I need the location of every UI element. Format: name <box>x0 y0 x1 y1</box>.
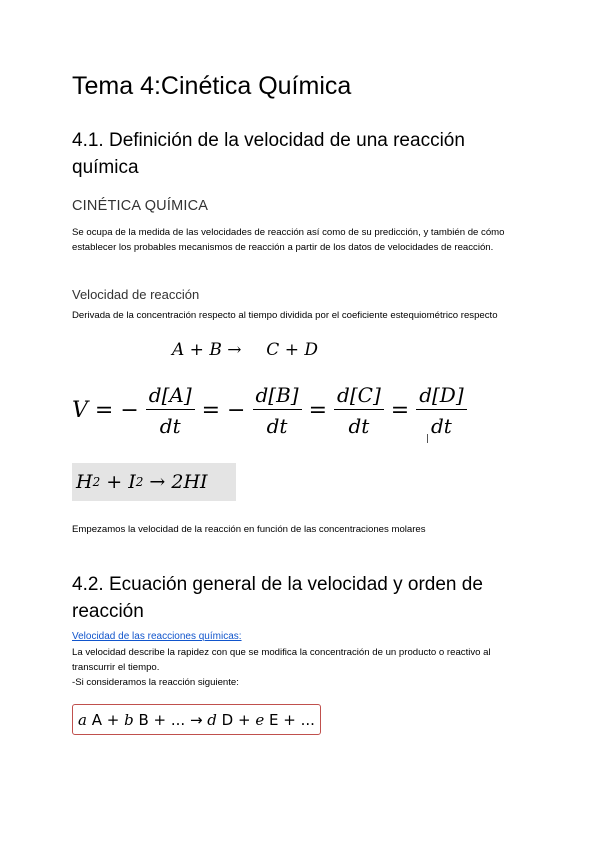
rate-fraction-a <box>146 383 195 438</box>
reaction-rhs: C + D <box>266 340 318 360</box>
rate-variable: V <box>72 398 88 423</box>
rate-sign-2: = − <box>201 398 246 423</box>
species-b: B + ... → <box>133 710 208 729</box>
fraction-numerator: d[C] <box>334 383 384 410</box>
hi-i-sub: 2 <box>135 475 144 489</box>
section-1-heading: 4.1. Definición de la velocidad de una reacción química <box>72 130 465 178</box>
reaction-equation <box>172 340 318 360</box>
fraction-numerator: d[B] <box>253 383 302 410</box>
reaction-lhs: A + B → <box>172 340 242 360</box>
page-title: Tema 4:Cinética Química <box>72 72 352 100</box>
species-d: D + <box>216 710 256 729</box>
coef-a: a <box>78 710 87 729</box>
hi-equation-image <box>72 463 236 501</box>
hi-plus: + <box>100 471 129 493</box>
fraction-denominator: dt <box>266 414 288 438</box>
hi-arrow: → <box>143 471 172 493</box>
rate-sign-4: = <box>390 398 410 423</box>
rate-sign-3: = <box>308 398 328 423</box>
reaction-rate-link[interactable]: Velocidad de las reacciones químicas: <box>72 631 242 642</box>
hi-i: I <box>128 471 136 493</box>
hi-h: H <box>76 471 93 493</box>
rate-description: La velocidad describe la rapidez con que se modifica la concentración de un producto o reactivo al transcurrir el tiempo. <box>72 647 491 673</box>
rate-fraction-b <box>253 383 302 438</box>
hi-product: 2HI <box>171 471 208 493</box>
species-a: A + <box>86 710 125 729</box>
species-e: E + ... <box>264 710 315 729</box>
fraction-numerator: d[A] <box>146 383 195 410</box>
fraction-denominator: dt <box>348 414 370 438</box>
rate-fraction-d <box>416 383 466 438</box>
coef-e: e <box>255 710 265 729</box>
fraction-denominator: dt <box>431 414 452 438</box>
consider-reaction: -Si consideramos la reacción siguiente: <box>72 677 239 688</box>
closing-sentence: Empezamos la velocidad de la reacción en función de las concentraciones molares <box>72 524 426 535</box>
hi-h-sub: 2 <box>92 475 101 489</box>
rate-equation <box>72 383 469 447</box>
subheading-cinetica: CINÉTICA QUÍMICA <box>72 198 209 214</box>
fraction-denominator: dt <box>159 414 181 438</box>
rate-fraction-c <box>334 383 384 438</box>
general-equation-box <box>72 704 321 735</box>
intro-paragraph: Se ocupa de la medida de las velocidades de reacción así como de su predicción, y también de cómo establecer los probables mecanismos de reacción a partir de los datos de velocidades de reacción. <box>72 227 505 253</box>
coef-d: d <box>207 710 217 729</box>
fraction-numerator: d[D] <box>416 383 466 410</box>
rate-sign-1: = − <box>94 398 139 423</box>
text-cursor <box>427 434 428 443</box>
rate-definition: Derivada de la concentración respecto al tiempo dividida por el coeficiente estequiométrico respecto <box>72 310 498 321</box>
section-2-heading: 4.2. Ecuación general de la velocidad y orden de reacción <box>72 574 483 622</box>
coef-b: b <box>124 710 134 729</box>
rate-heading: Velocidad de reacción <box>72 287 200 302</box>
